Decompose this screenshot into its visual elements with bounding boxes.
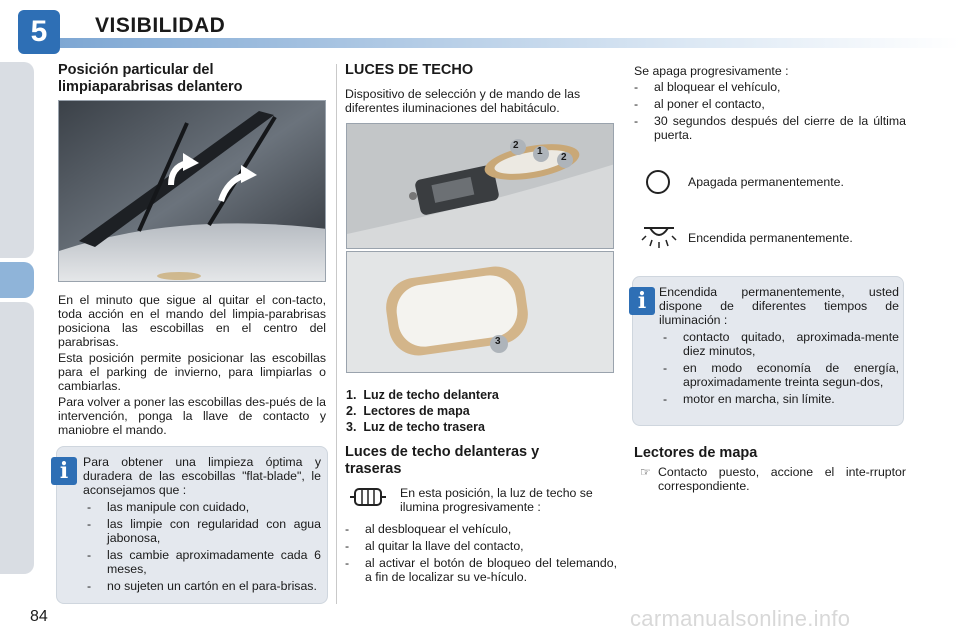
switch-on-conditions [341,522,617,587]
ceiling-legend [346,387,616,435]
sidebar-tab [0,302,34,574]
ceiling-lights-intro: Dispositivo de selección y de mando de las diferentes iluminaciones del habitáculo. [345,87,581,115]
info-intro: Encendida permanentemente, usted dispone de diferentes tiempos de iluminación : [659,285,899,327]
list-item: - al desbloquear el vehículo, [345,522,512,536]
list-item: - no sujeten un cartón en el para-brisas. [87,579,317,593]
front-ceiling-photo [346,123,614,249]
list-item: - las limpie con regularidad con agua jabonosa, [87,517,321,545]
legend-item: 3. Luz de techo trasera [346,420,485,434]
chapter-number: 5 [18,10,60,54]
list-item: - las manipule con cuidado, [87,500,250,514]
legend-item: 1. Luz de techo delantera [346,388,499,402]
callout-number: 3 [495,336,501,347]
info-icon: i [629,287,655,315]
pointing-hand-icon: ☞ [640,465,651,479]
lighting-time-info-box [632,276,904,426]
list-item: - contacto quitado, aproximada-mente diez minutos, [663,330,899,358]
list-item: - al poner el contacto, [634,97,765,111]
list-item: - al activar el botón de bloqueo del telemando, a fin de localizar su ve-hículo. [345,556,617,584]
callout-number: 2 [513,140,519,151]
lamp-off-text: Apagada permanentemente. [688,175,844,189]
sidebar-tab-active [0,262,34,298]
fade-out-intro: Se apaga progresivamente : [634,64,789,78]
list-item: - en modo economía de energía, aproximadamente treinta segun-dos, [663,361,899,389]
callout-number: 1 [537,146,543,157]
lamp-off-icon [644,168,672,196]
paragraph: Esta posición permite posicionar las escobillas para el parking de invierno, para limpiarlas o cambiarlas. [58,351,326,393]
info-intro: Para obtener una limpieza óptima y duradera de las escobillas "flat-blade", le aconsejamos que : [83,455,321,497]
header-strip [60,38,960,48]
map-readers-instruction [634,465,906,493]
list-item: - al bloquear el vehículo, [634,80,781,94]
list-item: - 30 segundos después del cierre de la última puerta. [634,114,906,142]
wiper-text [58,293,326,437]
paragraph: Para volver a poner las escobillas des-pués de la intervención, ponga la llave de contacto y maniobre el mando. [58,395,326,437]
info-icon: i [51,457,77,485]
chapter-sidebar [0,62,34,640]
column-divider [336,64,337,604]
page-number: 84 [30,608,48,625]
switch-off-conditions [630,80,906,145]
list-item: - al quitar la llave del contacto, [345,539,524,553]
watermark: carmanualsonline.info [630,606,851,631]
paragraph: En el minuto que sigue al quitar el con-tacto, toda acción en el mando del limpia-parabrisas posiciona las escobillas en el centro del parabrisas. [58,293,326,349]
lamp-on-icon [640,222,678,248]
door-position-text: En esta posición, la luz de techo se ilumina progresivamente : [400,486,593,514]
front-rear-lights-title: Luces de techo delanteras y traseras [345,444,540,477]
wiper-info-box [56,446,328,604]
map-readers-text: Contacto puesto, accione el inte-rruptor correspondiente. [658,465,906,493]
wiper-section-title: Posición particular del limpiaparabrisas delantero [58,62,243,95]
list-item: - las cambie aproximadamente cada 6 meses, [87,548,321,576]
page-title: VISIBILIDAD [95,14,226,37]
legend-item: 2. Lectores de mapa [346,404,470,418]
ceiling-lights-title: LUCES DE TECHO [345,62,474,78]
map-readers-title: Lectores de mapa [634,445,758,461]
windshield-photo [58,100,326,282]
list-item: - motor en marcha, sin límite. [663,392,835,406]
rear-ceiling-photo [346,251,614,373]
sidebar-tab [0,62,34,258]
callout-number: 2 [561,152,567,163]
door-position-icon [350,484,386,510]
lamp-on-text: Encendida permanentemente. [688,231,853,245]
